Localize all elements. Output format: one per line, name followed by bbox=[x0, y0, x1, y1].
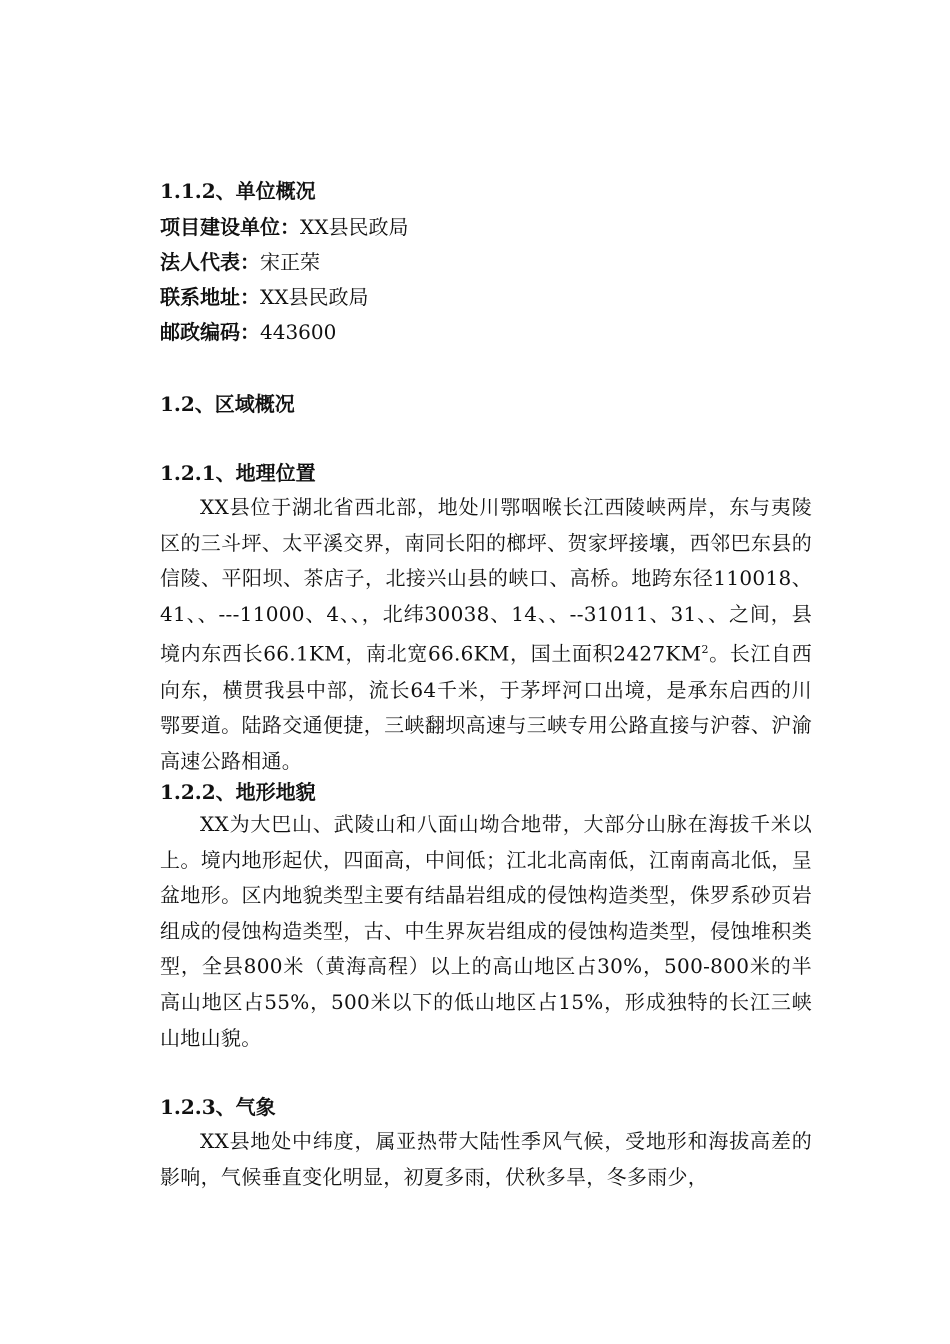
subsection-heading-climate: 1.2.3、气象 bbox=[160, 1095, 276, 1119]
info-label: 法人代表： bbox=[160, 250, 260, 274]
geo-text-part1: XX县位于湖北省西北部，地处川鄂咽喉长江西陵峡两岸，东与夷陵区的三斗坪、太平溪交界，南同长阳的榔坪、贺家坪接壤，西邻巴东县的信陵、平阳坝、茶店子，北接兴山县的峡口、高桥。地跨东径110018、41、、---11000、4、、，北纬30038、14、、--31011、31、、之间，县境内东西长66.1KM，南北宽66.6KM，国土面积2427KM bbox=[160, 495, 812, 667]
geo-text-part2: 。长江自西向东，横贯我县中部，流长64千米，于茅坪河口出境，是承东启西的川鄂要道。陆路交通便捷，三峡翻坝高速与三峡专用公路直接与沪蓉、沪渝高速公路相通。 bbox=[160, 642, 813, 773]
paragraph-terrain: XX为大巴山、武陵山和八面山坳合地带，大部分山脉在海拔千米以上。境内地形起伏，四面高，中间低；江北北高南低，江南南高北低，呈盆地形。区内地貌类型主要有结晶岩组成的侵蚀构造类型，侏罗系砂页岩组成的侵蚀构造类型，古、中生界灰岩组成的侵蚀构造类型，侵蚀堆积类型，全县800米（黄海高程）以上的高山地区占30%，500-800米的半高山地区占55%，500米以下的低山地区占15%，形成独特的长江三峡山地山貌。 bbox=[160, 812, 812, 1050]
paragraph-climate: XX县地处中纬度，属亚热带大陆性季风气候，受地形和海拔高差的影响，气候垂直变化明显，初夏多雨，伏秋多旱，冬多雨少， bbox=[160, 1129, 812, 1189]
subsection-heading-terrain: 1.2.2、地形地貌 bbox=[160, 780, 316, 804]
info-value: 443600 bbox=[260, 320, 337, 344]
info-label: 联系地址： bbox=[160, 285, 260, 309]
info-value: 宋正荣 bbox=[260, 250, 320, 274]
info-label: 项目建设单位： bbox=[160, 215, 300, 239]
subsection-heading-geo: 1.2.1、地理位置 bbox=[160, 461, 316, 485]
info-label: 邮政编码： bbox=[160, 320, 260, 344]
section-heading-region: 1.2、区域概况 bbox=[160, 392, 295, 416]
section-heading-unit-overview: 1.1.2、单位概况 bbox=[160, 179, 316, 203]
info-value: XX县民政局 bbox=[260, 285, 369, 309]
paragraph-geo bbox=[160, 490, 812, 779]
info-row-legal-rep bbox=[160, 247, 320, 277]
info-row-postcode bbox=[160, 317, 336, 347]
info-value: XX县民政局 bbox=[300, 215, 409, 239]
superscript-2: 2 bbox=[701, 643, 709, 657]
info-row-address bbox=[160, 282, 368, 312]
info-row-builder bbox=[160, 212, 408, 242]
